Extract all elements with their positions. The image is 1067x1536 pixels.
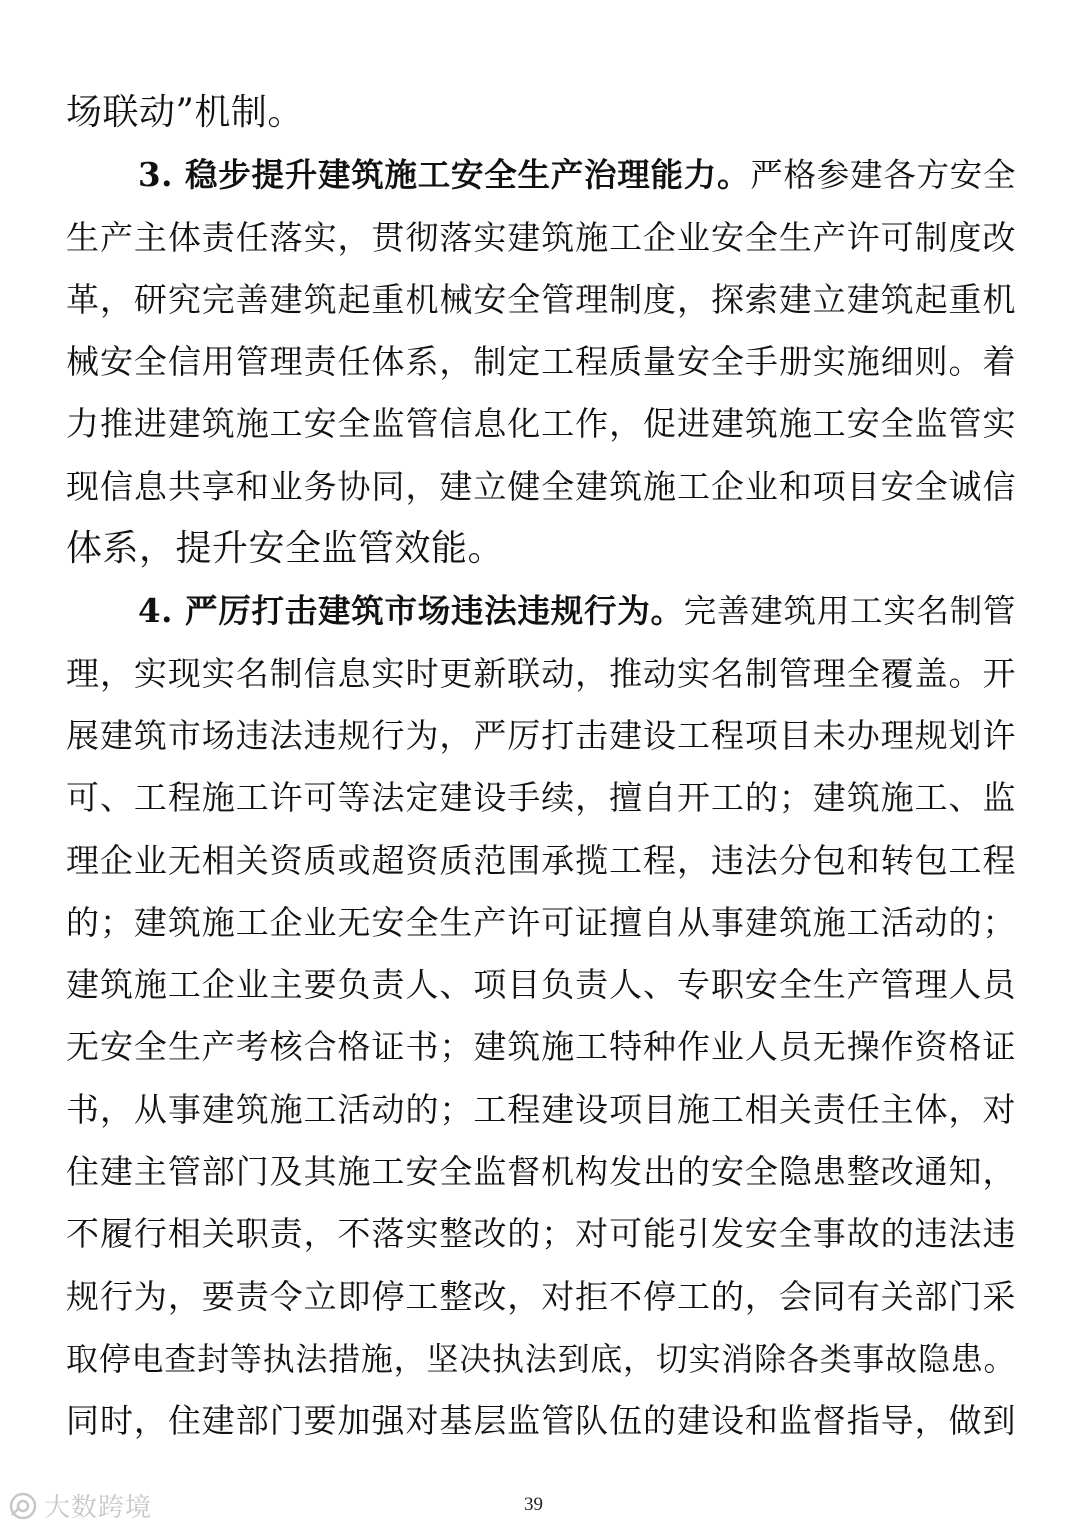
text-line-22 <box>66 1390 1016 1452</box>
text-line-3 <box>66 207 1016 269</box>
line-text: 展建筑市场违法违规行为，严厉打击建设工程项目未办理规划许 <box>66 715 1016 755</box>
text-line-21 <box>66 1328 1016 1390</box>
line-text: 规行为，要责令立即停工整改，对拒不停工的，会同有关部门采 <box>66 1276 1016 1316</box>
text-line-7 <box>66 456 1016 518</box>
line-text: 现信息共享和业务协同，建立健全建筑施工企业和项目安全诚信 <box>66 466 1016 506</box>
section-heading-3: 3. 稳步提升建筑施工安全生产治理能力。 <box>138 155 751 195</box>
line-text: 严格参建各方安全 <box>750 156 1016 195</box>
text-line-8 <box>66 518 1016 580</box>
line-text: 体系，提升安全监管效能。 <box>66 528 505 570</box>
line-text: 同时，住建部门要加强对基层监管队伍的建设和监督指导，做到 <box>66 1401 1016 1441</box>
line-text: 住建主管部门及其施工安全监督机构发出的安全隐患整改通知， <box>66 1152 1016 1192</box>
text-line-6 <box>66 393 1016 455</box>
text-line-14 <box>66 892 1016 954</box>
line-text: 建筑施工企业主要负责人、项目负责人、专职安全生产管理人员 <box>66 965 1016 1005</box>
line-text: 械安全信用管理责任体系，制定工程质量安全手册实施细则。着 <box>66 342 1016 382</box>
text-line-1 <box>66 82 1016 144</box>
text-line-10 <box>66 643 1016 705</box>
page-number: 39 <box>524 1494 543 1515</box>
text-line-13 <box>66 830 1016 892</box>
line-text: 的；建筑施工企业无安全生产许可证擅自从事建筑施工活动的； <box>66 902 1016 942</box>
section-heading-4: 4. 严厉打击建筑市场违法违规行为。 <box>138 591 684 631</box>
text-line-4 <box>66 269 1016 331</box>
text-line-15 <box>66 954 1016 1016</box>
line-text: 革，研究完善建筑起重机械安全管理制度，探索建立建筑起重机 <box>66 279 1016 319</box>
text-line-19 <box>66 1203 1016 1265</box>
line-text: 理企业无相关资质或超资质范围承揽工程，违法分包和转包工程 <box>66 840 1016 880</box>
line-text: 取停电查封等执法措施，坚决执法到底，切实消除各类事故隐患。 <box>66 1339 1016 1378</box>
watermark-text: 大数跨境 <box>44 1493 153 1523</box>
line-text: 场联动”机制。 <box>66 92 304 133</box>
text-line-9 <box>66 580 1016 642</box>
text-line-2 <box>66 144 1016 206</box>
text-line-17 <box>66 1079 1016 1141</box>
line-text: 不履行相关职责，不落实整改的；对可能引发安全事故的违法违 <box>66 1214 1016 1254</box>
line-text: 可、工程施工许可等法定建设手续，擅自开工的；建筑施工、监 <box>66 778 1016 818</box>
text-line-20 <box>66 1266 1016 1328</box>
document-body <box>66 82 1016 1453</box>
line-text: 书，从事建筑施工活动的；工程建设项目施工相关责任主体，对 <box>66 1089 1016 1129</box>
line-text: 生产主体责任落实，贯彻落实建筑施工企业安全生产许可制度改 <box>66 217 1016 257</box>
line-text: 力推进建筑施工安全监管信息化工作，促进建筑施工安全监管实 <box>66 404 1016 444</box>
text-line-12 <box>66 767 1016 829</box>
text-line-16 <box>66 1016 1016 1078</box>
line-text: 理，实现实名制信息实时更新联动，推动实名制管理全覆盖。开 <box>66 653 1016 693</box>
line-text: 无安全生产考核合格证书；建筑施工特种作业人员无操作资格证 <box>66 1027 1016 1067</box>
text-line-18 <box>66 1141 1016 1203</box>
text-line-5 <box>66 331 1016 393</box>
text-line-11 <box>66 705 1016 767</box>
line-text: 完善建筑用工实名制管 <box>683 592 1016 631</box>
